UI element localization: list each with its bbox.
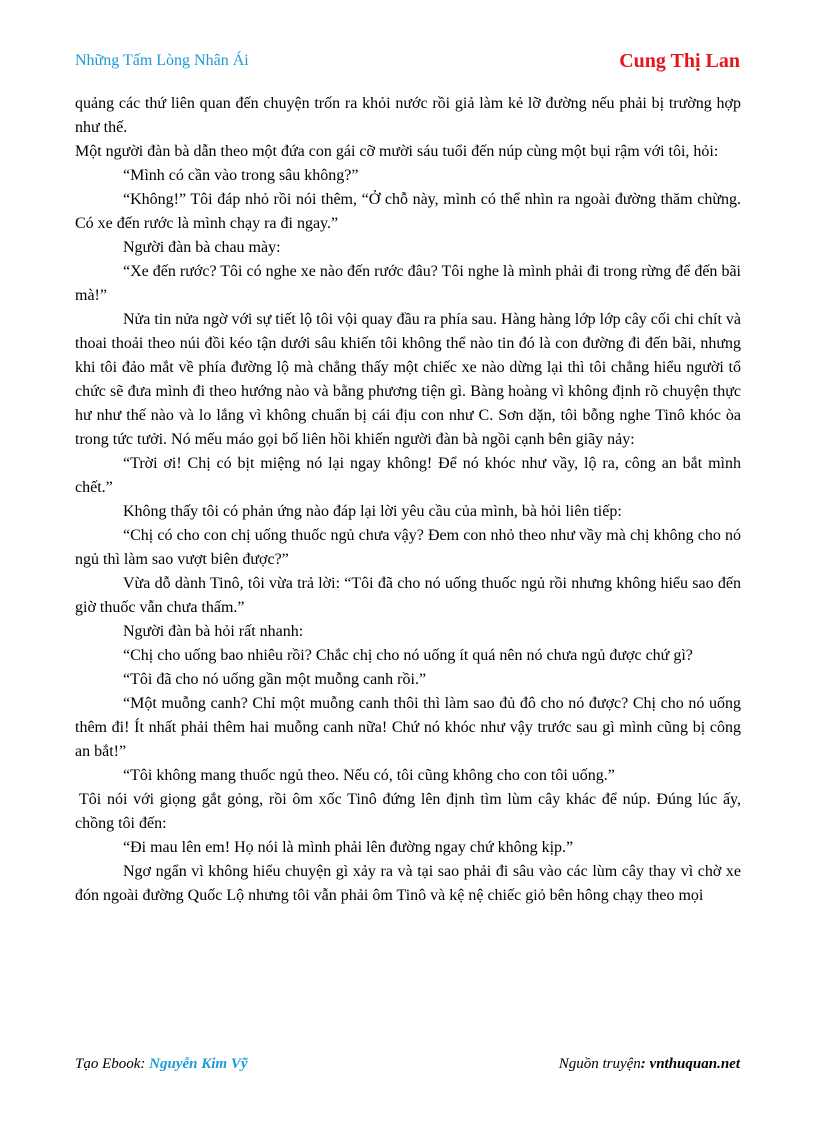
- paragraph: Không thấy tôi có phản ứng nào đáp lại lời yêu cầu của mình, bà hỏi liên tiếp:: [123, 503, 622, 520]
- source-site-link[interactable]: vnthuquan.net: [649, 1056, 740, 1072]
- page-body: [75, 92, 741, 908]
- paragraph: Nửa tin nửa ngờ với sự tiết lộ tôi vội quay đầu ra phía sau. Hàng hàng lớp lớp cây cối chi chít và thoai thoải theo núi đồi kéo tận dưới sâu khiến tôi không thể nào tin đó là con đường đi đến bãi, nhưng khi tôi đảo mắt về phía đường lộ mà chẳng thấy một chiếc xe nào dừng lại thì tôi chẳng hiểu người tổ chức sẽ đưa mình đi theo hướng nào và bằng phương tiện gì. Bàng hoàng vì không định rõ chuyện thực hư như thế nào và lo lắng vì không chuẩn bị cái địu con như C. Sơn dặn, tôi bỗng nghe Tinô khóc òa trong tức tưởi. Nó mếu máo gọi bố liên hồi khiến người đàn bà ngồi cạnh bên giãy nảy:: [75, 311, 741, 448]
- author-name: Cung Thị Lan: [619, 50, 740, 72]
- paragraph: Tôi nói với giọng gắt gỏng, rồi ôm xốc Tinô đứng lên định tìm lùm cây khác để núp. Đúng lúc ấy, chồng tôi đến:: [75, 791, 741, 832]
- ebook-label: Tạo Ebook: [75, 1056, 141, 1072]
- paragraph: Người đàn bà chau mày:: [123, 239, 281, 256]
- paragraph: “Xe đến rước? Tôi có nghe xe nào đến rước đâu? Tôi nghe là mình phải đi trong rừng để đến bãi mà!”: [75, 263, 741, 304]
- footer-ebook-credit: Tạo Ebook: Nguyễn Kim Vỹ: [75, 1056, 248, 1072]
- paragraph: “Mình có cần vào trong sâu không?”: [123, 167, 359, 184]
- paragraph: “Tôi không mang thuốc ngủ theo. Nếu có, tôi cũng không cho con tôi uống.”: [123, 767, 615, 784]
- source-label: Nguồn truyện: [558, 1056, 641, 1072]
- paragraph: “Đi mau lên em! Họ nói là mình phải lên đường ngay chứ không kịp.”: [123, 839, 574, 856]
- paragraph: “Một muỗng canh? Chỉ một muỗng canh thôi thì làm sao đủ đô cho nó được? Chị cho nó uống thêm đi! Ít nhất phải thêm hai muỗng canh nữa! Chứ nó khóc như vậy trước sau gì mình cũng bị công an bắt!”: [75, 695, 741, 760]
- paragraph: Vừa dỗ dành Tinô, tôi vừa trả lời: “Tôi đã cho nó uống thuốc ngủ rồi nhưng không hiểu sao đến giờ thuốc vẫn chưa thấm.”: [75, 575, 741, 616]
- paragraph: “Trời ơi! Chị có bịt miệng nó lại ngay không! Để nó khóc như vầy, lộ ra, công an bắt mình chết.”: [75, 455, 741, 496]
- paragraph: “Chị cho uống bao nhiêu rồi? Chắc chị cho nó uống ít quá nên nó chưa ngủ được chứ gì?: [123, 647, 693, 664]
- footer-source: Nguồn truyện: vnthuquan.net: [558, 1056, 740, 1072]
- book-title: Những Tấm Lòng Nhân Ái: [75, 52, 249, 69]
- paragraph: “Chị có cho con chị uống thuốc ngủ chưa vậy? Đem con nhỏ theo như vầy mà chị không cho nó ngủ thì làm sao vượt biên được?”: [75, 527, 741, 568]
- paragraph: Một người đàn bà dẫn theo một đứa con gái cỡ mười sáu tuổi đến núp cùng một bụi rậm với tôi, hỏi:: [75, 143, 719, 160]
- paragraph: “Không!” Tôi đáp nhỏ rồi nói thêm, “Ở chỗ này, mình có thể nhìn ra ngoài đường thăm chừng. Có xe đến rước là mình chạy ra đi ngay.”: [75, 191, 741, 232]
- paragraph: quảng các thứ liên quan đến chuyện trốn ra khỏi nước rồi giả làm kẻ lỡ đường nếu phải bị trường hợp như thế.: [75, 95, 741, 136]
- paragraph: “Tôi đã cho nó uống gần một muỗng canh rồi.”: [123, 671, 427, 688]
- ebook-creator-name: Nguyễn Kim Vỹ: [149, 1056, 248, 1072]
- paragraph: Người đàn bà hỏi rất nhanh:: [123, 623, 304, 640]
- paragraph: Ngơ ngẩn vì không hiểu chuyện gì xảy ra và tại sao phải đi sâu vào các lùm cây thay vì chờ xe đón ngoài đường Quốc Lộ nhưng tôi vẫn phải ôm Tinô và kệ nệ chiếc giỏ bên hông chạy theo mọi: [75, 863, 741, 904]
